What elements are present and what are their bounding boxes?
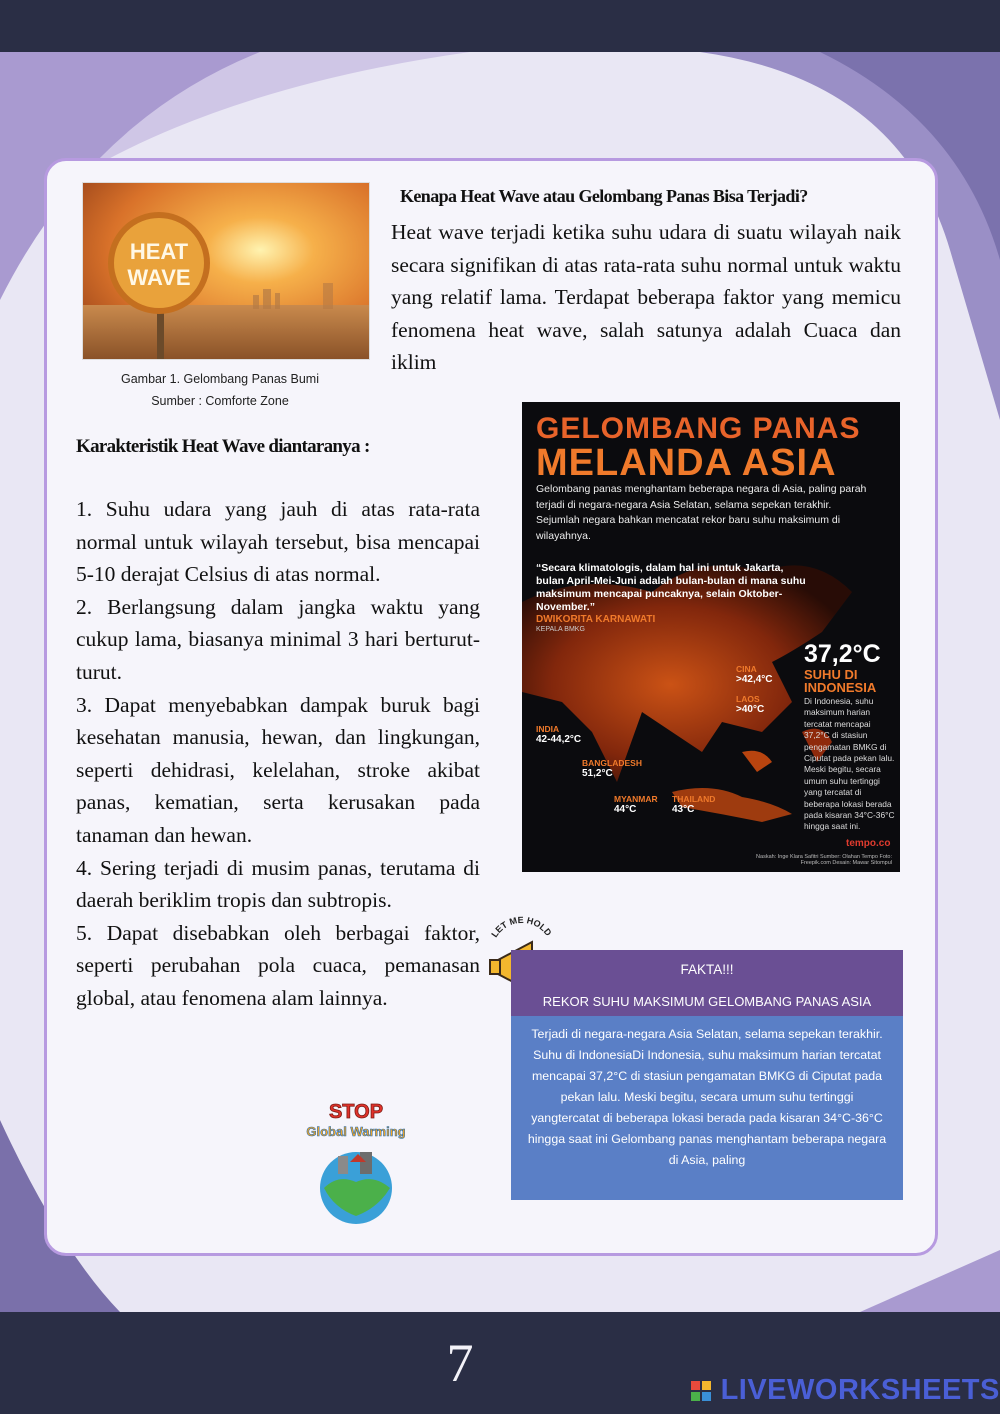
sticker-stop: STOP xyxy=(328,1101,384,1123)
label-thailand: THAILAND xyxy=(672,794,716,804)
heat-sign-line2: WAVE xyxy=(127,265,191,290)
tempo-logo: tempo.co xyxy=(846,838,891,849)
fakta-box xyxy=(511,950,903,1200)
infographic-credit: Naskah: Inge Klara Safitri Sumber: Olahan Tempo Foto: Freepik.com Desain: Mawar Sitompul xyxy=(756,854,892,866)
value-laos: >40°C xyxy=(736,704,765,715)
label-cina: CINA xyxy=(736,664,757,674)
value-cina: >42,4°C xyxy=(736,674,773,685)
indonesia-temperature: 37,2°C xyxy=(804,640,881,668)
heat-sign-line1: HEAT xyxy=(129,239,189,264)
indonesia-description: Di Indonesia, suhu maksimum harian tercatat mencapai 37,2°C di stasiun pengamatan BMKG di Ciputat pada pekan lalu. Meski begitu, secara umum suhu tertinggi yang tercatat di beberapa lokasi berada pada kisaran 34°C-36°C hingga saat ini. xyxy=(804,696,895,832)
infographic-lead: Gelombang panas menghantam beberapa negara di Asia, paling parah terjadi di negara-negara Asia Selatan, selama sepekan terakhir. Sejumlah negara bahkan mencatat rekor baru suhu maksimum di wilayahnya. xyxy=(536,483,867,542)
intro-paragraph: Heat wave terjadi ketika suhu udara di suatu wilayah naik secara signifikan di atas rata-rata suhu normal untuk waktu yang relatif lama. Terdapat beberapa faktor yang memicu fenomena heat wave, salah satunya adalah Cuaca dan iklim xyxy=(391,220,901,375)
value-bangladesh: 51,2°C xyxy=(582,768,613,779)
list-item: 3. Dapat menyebabkan dampak buruk bagi kesehatan manusia, hewan, dan lingkungan, seperti dehidrasi, kelelahan, stroke akibat panas, kematian, serta kerusakan pada tanaman dan hewan. xyxy=(76,692,480,847)
list-item: 1. Suhu udara yang jauh di atas rata-rata normal untuk wilayah tersebut, bisa mencapai 5-10 derajat Celsius di atas normal. xyxy=(76,497,480,587)
characteristics-title: Karakteristik Heat Wave diantaranya : xyxy=(76,436,370,457)
label-bangladesh: BANGLADESH xyxy=(582,758,642,768)
liveworksheets-watermark xyxy=(690,1374,1000,1407)
characteristics-list xyxy=(76,493,480,1015)
heat-wave-image xyxy=(82,182,370,360)
fakta-title: FAKTA!!! xyxy=(680,962,734,977)
sticker-global-warming: Global Warming xyxy=(306,1124,406,1139)
figure-source: Sumber : Comforte Zone xyxy=(151,394,289,408)
heatwave-asia-infographic xyxy=(522,402,900,872)
value-india: 42-44,2°C xyxy=(536,734,582,745)
infographic-title-2: MELANDA ASIA xyxy=(536,442,837,484)
infographic-quote: “Secara klimatologis, dalam hal ini untuk Jakarta, bulan April-Mei-Juni adalah bulan-bulan di mana suhu maksimum mencapai puncaknya, selain Oktober-November.” xyxy=(536,562,806,613)
list-item: 2. Berlangsung dalam jangka waktu yang cukup lama, biasanya minimal 3 hari berturut-turut. xyxy=(76,594,480,684)
label-myanmar: MYANMAR xyxy=(614,794,658,804)
list-item: 5. Dapat disebabkan oleh berbagai faktor, seperti perubahan pola cuaca, pemanasan global, atau fenomena alam lainnya. xyxy=(76,920,480,1010)
value-thailand: 43°C xyxy=(672,804,695,815)
fakta-body: Terjadi di negara-negara Asia Selatan, selama sepekan terakhir. Suhu di IndonesiaDi Indonesia, suhu maksimum harian tercatat mencapai 37,2°C di stasiun pengamatan BMKG di Ciputat pada pekan lalu. Meski begitu, secara umum suhu tertinggi yangtercatat di beberapa lokasi berada pada kisaran 34°C-36°C hingga saat ini Gelombang panas menghantam beberapa negara di Asia, paling xyxy=(527,1027,887,1167)
stop-global-warming-sticker xyxy=(298,1096,418,1226)
top-bar xyxy=(0,0,1000,52)
indonesia-label-2: INDONESIA xyxy=(804,680,877,695)
label-laos: LAOS xyxy=(736,694,760,704)
label-india: INDIA xyxy=(536,724,560,734)
megaphone-text: LET ME HOLD xyxy=(489,914,554,940)
quote-role: KEPALA BMKG xyxy=(536,626,585,633)
quote-author: DWIKORITA KARNAWATI xyxy=(536,614,656,625)
liveworksheets-logo-icon xyxy=(690,1380,712,1402)
page-number: 7 xyxy=(446,1333,474,1393)
svg-text:LET ME HOLD xyxy=(489,915,554,939)
value-myanmar: 44°C xyxy=(614,804,637,815)
intro-title: Kenapa Heat Wave atau Gelombang Panas Bisa Terjadi? xyxy=(400,186,808,206)
fakta-subtitle: REKOR SUHU MAKSIMUM GELOMBANG PANAS ASIA xyxy=(542,994,872,1009)
indonesia-label-1: SUHU DI xyxy=(804,667,858,682)
infographic-title-1: GELOMBANG PANAS xyxy=(536,412,861,445)
list-item: 4. Sering terjadi di musim panas, terutama di daerah beriklim tropis dan subtropis. xyxy=(76,855,480,913)
liveworksheets-text: LIVEWORKSHEETS xyxy=(720,1374,1000,1406)
figure-caption: Gambar 1. Gelombang Panas Bumi xyxy=(120,372,320,386)
